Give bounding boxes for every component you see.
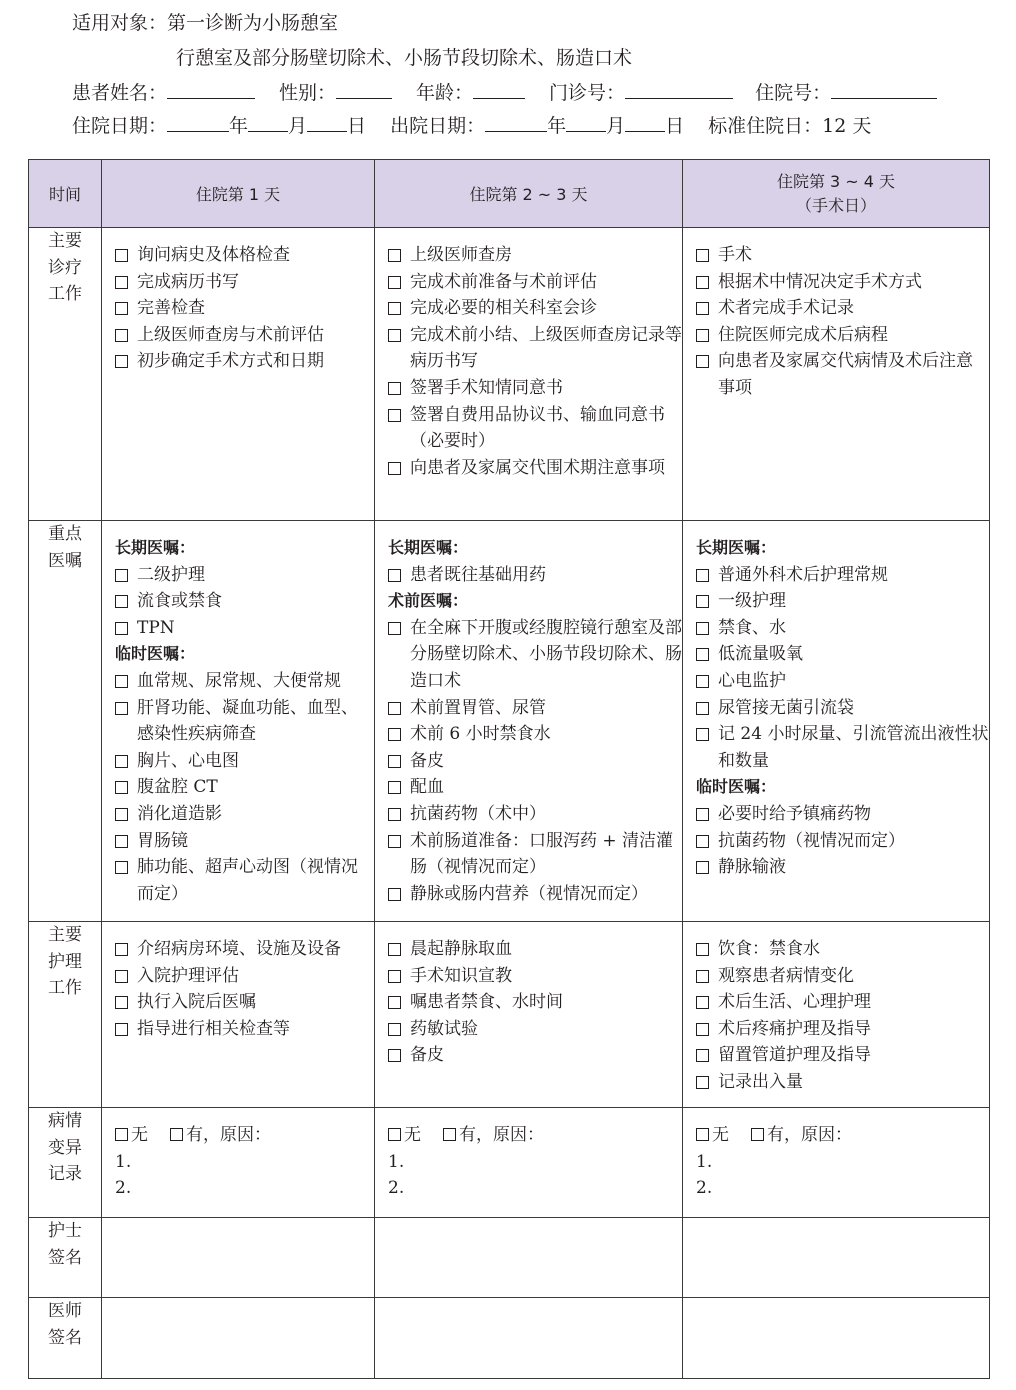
checklist-item xyxy=(115,295,374,322)
checklist-item xyxy=(388,801,682,828)
checklist-item xyxy=(696,295,989,322)
checklist-item xyxy=(115,854,374,907)
checklist-item-text: 消化道造影 xyxy=(137,803,222,824)
checkbox[interactable] xyxy=(388,1023,401,1036)
checklist-item-text: 饮食：禁食水 xyxy=(718,939,820,959)
procedure: 行憩室及部分肠壁切除术、小肠节段切除术、肠造口术 xyxy=(176,47,633,69)
checklist-item xyxy=(115,936,374,963)
main-work-day1 xyxy=(102,228,375,521)
nurse-sign-day2-3[interactable] xyxy=(375,1218,683,1298)
row-nursing xyxy=(29,922,990,1108)
checklist-item xyxy=(115,989,374,1016)
checkbox[interactable] xyxy=(696,249,709,262)
checklist-item xyxy=(696,322,989,349)
checkbox[interactable] xyxy=(388,943,401,956)
checklist-item-text: 配血 xyxy=(410,777,444,798)
checkbox-none[interactable] xyxy=(115,1128,128,1141)
checklist-item xyxy=(696,615,989,642)
checkbox[interactable] xyxy=(388,569,401,582)
checklist-item-text: 签署手术知情同意书 xyxy=(410,377,563,398)
row-label-nursing: 主要 护理 工作 xyxy=(29,922,102,1108)
checkbox[interactable] xyxy=(115,755,128,768)
checklist-item-text: 胸片、心电图 xyxy=(137,750,239,771)
checklist-item xyxy=(696,641,989,668)
patient-name-label: 患者姓名： xyxy=(72,82,168,104)
checklist-item-text: 静脉输液 xyxy=(718,857,786,878)
checkbox[interactable] xyxy=(696,808,709,821)
checkbox-yes[interactable] xyxy=(443,1128,456,1141)
checklist-item-text: 完成病历书写 xyxy=(137,271,239,292)
row-label-variation: 病情 变异 记录 xyxy=(29,1108,102,1218)
orders-day1 xyxy=(102,521,375,922)
checklist-item-text: 术者完成手术记录 xyxy=(718,298,854,319)
checkbox[interactable] xyxy=(388,249,401,262)
checkbox[interactable] xyxy=(388,329,401,342)
checklist-item xyxy=(115,774,374,801)
checklist-item xyxy=(388,881,682,908)
checkbox[interactable] xyxy=(115,276,128,289)
checklist-item-text: 嘱患者禁食、水时间 xyxy=(410,992,563,1013)
row-label-orders: 重点 医嘱 xyxy=(29,521,102,922)
checkbox[interactable] xyxy=(388,970,401,983)
checklist-item xyxy=(388,615,682,695)
checkbox[interactable] xyxy=(115,249,128,262)
checkbox[interactable] xyxy=(696,1023,709,1036)
checklist-item xyxy=(115,562,374,589)
checklist-item xyxy=(388,322,682,375)
checklist-item xyxy=(388,989,682,1016)
checklist-item-text: 手术 xyxy=(718,245,752,265)
checkbox[interactable] xyxy=(696,1076,709,1089)
checkbox[interactable] xyxy=(388,276,401,289)
temporary-orders-heading: 临时医嘱： xyxy=(696,777,777,797)
checkbox[interactable] xyxy=(388,702,401,715)
checkbox[interactable] xyxy=(115,702,128,715)
checkbox[interactable] xyxy=(388,996,401,1009)
checklist-item-text: 根据术中情况决定手术方式 xyxy=(718,271,922,292)
checklist-item-text: 晨起静脉取血 xyxy=(410,939,512,959)
sex-label: 性别： xyxy=(279,82,337,104)
day-unit: 日 xyxy=(347,115,367,137)
checkbox[interactable] xyxy=(115,569,128,582)
discharge-month-field[interactable] xyxy=(566,113,606,132)
checklist-item-text: 签署自费用品协议书、输血同意书（必要时） xyxy=(410,404,665,452)
col-day2-3: 住院第 2 ~ 3 天 xyxy=(375,160,683,228)
nurse-sign-day1[interactable] xyxy=(102,1218,375,1298)
admit-date-label: 住院日期： xyxy=(72,115,168,137)
inpatient-no-label: 住院号： xyxy=(755,82,832,104)
checklist-item-text: 患者既往基础用药 xyxy=(410,564,546,585)
age-field[interactable] xyxy=(473,80,525,99)
checklist-item-text: 禁食、水 xyxy=(718,617,786,638)
checklist-item-text: 心电监护 xyxy=(718,670,786,691)
checklist-item-text: 肺功能、超声心动图（视情况而定） xyxy=(137,857,358,904)
patient-info-line xyxy=(72,80,937,105)
nursing-day3-4 xyxy=(683,922,990,1108)
row-label-doctor-sign: 医师 签名 xyxy=(29,1298,102,1379)
checklist-item-text: 药敏试验 xyxy=(410,1018,478,1039)
patient-name-field[interactable] xyxy=(167,80,255,99)
checklist-item-text: 向患者及家属交代病情及术后注意事项 xyxy=(718,351,973,398)
checkbox[interactable] xyxy=(388,755,401,768)
checklist-item xyxy=(696,1069,989,1096)
checklist-item-text: 介绍病房环境、设施及设备 xyxy=(137,939,341,959)
discharge-date-label: 出院日期： xyxy=(390,115,486,137)
checklist-item-text: 备皮 xyxy=(410,750,444,771)
row-doctor-sign xyxy=(29,1298,990,1379)
admit-month-field[interactable] xyxy=(248,113,288,132)
checklist-item-text: 完成术前准备与术前评估 xyxy=(410,271,597,292)
checklist-item-text: 入院护理评估 xyxy=(137,965,239,986)
checklist-item-text: 留置管道护理及指导 xyxy=(718,1045,871,1066)
applies-to: 适用对象：第一诊断为小肠憩室 xyxy=(72,12,339,34)
nurse-sign-day3-4[interactable] xyxy=(683,1218,990,1298)
admit-year-field[interactable] xyxy=(167,113,229,132)
year-unit: 年 xyxy=(229,115,249,137)
doctor-sign-day3-4[interactable] xyxy=(683,1298,990,1379)
checklist-item xyxy=(115,588,374,615)
checkbox[interactable] xyxy=(696,702,709,715)
row-variation xyxy=(29,1108,990,1218)
checkbox[interactable] xyxy=(388,302,401,315)
checklist-item-text: 记录出入量 xyxy=(718,1071,803,1092)
checkbox[interactable] xyxy=(388,382,401,395)
checkbox[interactable] xyxy=(115,781,128,794)
checkbox[interactable] xyxy=(696,622,709,635)
checkbox[interactable] xyxy=(115,808,128,821)
checklist-item xyxy=(115,1016,374,1043)
row-label-main-work: 主要 诊疗 工作 xyxy=(29,228,102,521)
checklist-item xyxy=(388,375,682,402)
admit-day-field[interactable] xyxy=(307,113,347,132)
checkbox[interactable] xyxy=(388,808,401,821)
checkbox[interactable] xyxy=(388,728,401,741)
standard-stay: 标准住院日：12 天 xyxy=(708,115,872,137)
surgery-day-note: （手术日） xyxy=(795,195,876,215)
checklist-item-text: 住院医师完成术后病程 xyxy=(718,324,888,345)
checklist-item xyxy=(388,242,682,269)
checkbox[interactable] xyxy=(696,861,709,874)
checklist-item xyxy=(388,455,682,482)
row-label-nurse-sign: 护士 签名 xyxy=(29,1218,102,1298)
checkbox[interactable] xyxy=(696,276,709,289)
checklist-item xyxy=(115,348,374,375)
checklist-item xyxy=(388,748,682,775)
checklist-item xyxy=(696,936,989,963)
checklist-item xyxy=(696,801,989,828)
checklist-item-text: 术后生活、心理护理 xyxy=(718,992,871,1013)
checklist-item-text: 血常规、尿常规、大便常规 xyxy=(137,670,341,691)
row-orders xyxy=(29,521,990,922)
checklist-item xyxy=(388,828,682,881)
checkbox[interactable] xyxy=(696,302,709,315)
checklist-item-text: 尿管接无菌引流袋 xyxy=(718,697,854,718)
checklist-item xyxy=(696,348,989,401)
checklist-item xyxy=(696,721,989,774)
checklist-item xyxy=(115,801,374,828)
checklist-item xyxy=(115,748,374,775)
checklist-item-text: 指导进行相关检查等 xyxy=(137,1018,290,1039)
checkbox[interactable] xyxy=(115,943,128,956)
month-unit: 月 xyxy=(606,115,626,137)
checkbox[interactable] xyxy=(115,355,128,368)
checklist-item-text: 上级医师查房与术前评估 xyxy=(137,324,324,345)
inpatient-no-field[interactable] xyxy=(831,80,937,99)
checklist-item xyxy=(115,322,374,349)
checkbox[interactable] xyxy=(388,781,401,794)
checkbox[interactable] xyxy=(696,648,709,661)
variation-day2-3: 无 有，原因： 1. 2. xyxy=(375,1108,683,1218)
checklist-item-text: 观察患者病情变化 xyxy=(718,965,854,986)
checklist-item xyxy=(696,963,989,990)
checkbox[interactable] xyxy=(115,595,128,608)
main-work-day3-4 xyxy=(683,228,990,521)
col-day3-4-title: 住院第 3 ~ 4 天 xyxy=(776,171,896,191)
checkbox[interactable] xyxy=(388,835,401,848)
checkbox[interactable] xyxy=(696,355,709,368)
variation-day1: 无 有，原因： 1. 2. xyxy=(102,1108,375,1218)
date-line xyxy=(72,113,871,138)
checkbox[interactable] xyxy=(115,329,128,342)
checklist-item xyxy=(696,854,989,881)
checkbox-none[interactable] xyxy=(696,1128,709,1141)
checklist-item-text: 胃肠镜 xyxy=(137,830,188,851)
checklist-item xyxy=(115,668,374,695)
checklist-item-text: 普通外科术后护理常规 xyxy=(718,564,888,585)
checkbox[interactable] xyxy=(696,675,709,688)
checklist-item xyxy=(388,562,682,589)
checklist-item xyxy=(388,1016,682,1043)
year-unit: 年 xyxy=(547,115,567,137)
checklist-item-text: 手术知识宣教 xyxy=(410,965,512,986)
checklist-item xyxy=(388,402,682,455)
checklist-item xyxy=(388,269,682,296)
checklist-item xyxy=(696,668,989,695)
checklist-item-text: 肝肾功能、凝血功能、血型、感染性疾病筛查 xyxy=(137,697,358,745)
row-main-work xyxy=(29,228,990,521)
checkbox[interactable] xyxy=(696,943,709,956)
checkbox[interactable] xyxy=(115,675,128,688)
checklist-item xyxy=(696,269,989,296)
col-time: 时间 xyxy=(29,160,102,228)
age-label: 年龄： xyxy=(416,82,474,104)
checklist-item-text: 必要时给予镇痛药物 xyxy=(718,803,871,824)
checkbox[interactable] xyxy=(388,622,401,635)
checklist-item-text: 上级医师查房 xyxy=(410,245,512,265)
nursing-day2-3 xyxy=(375,922,683,1108)
checklist-item-text: 完善检查 xyxy=(137,298,205,319)
checklist-item-text: 静脉或肠内营养（视情况而定） xyxy=(410,883,648,904)
discharge-year-field[interactable] xyxy=(485,113,547,132)
long-term-orders-heading: 长期医嘱： xyxy=(696,538,777,557)
checklist-item-text: 术前肠道准备：口服泻药 + 清洁灌肠（视情况而定） xyxy=(410,830,674,878)
nursing-day1 xyxy=(102,922,375,1108)
checkbox[interactable] xyxy=(696,835,709,848)
clinic-no-field[interactable] xyxy=(625,80,733,99)
checkbox[interactable] xyxy=(696,996,709,1009)
checkbox-yes[interactable] xyxy=(170,1128,183,1141)
checkbox[interactable] xyxy=(696,595,709,608)
checklist-item-text: 腹盆腔 CT xyxy=(137,777,218,798)
long-term-orders-heading: 长期医嘱： xyxy=(388,538,469,557)
checklist-item-text: TPN xyxy=(137,617,175,638)
checklist-item xyxy=(696,588,989,615)
checklist-item xyxy=(388,963,682,990)
col-day3-4 xyxy=(683,160,990,228)
checkbox[interactable] xyxy=(115,996,128,1009)
checklist-item xyxy=(696,828,989,855)
checklist-item xyxy=(388,295,682,322)
checkbox-none[interactable] xyxy=(388,1128,401,1141)
preop-orders-heading: 术前医嘱： xyxy=(388,591,469,611)
discharge-day-field[interactable] xyxy=(625,113,665,132)
doctor-sign-day1[interactable] xyxy=(102,1298,375,1379)
checkbox[interactable] xyxy=(696,569,709,582)
checklist-item xyxy=(388,721,682,748)
checklist-item-text: 抗菌药物（视情况而定） xyxy=(718,830,905,851)
checklist-item xyxy=(696,1016,989,1043)
checklist-item xyxy=(388,1042,682,1069)
checkbox[interactable] xyxy=(115,835,128,848)
col-day1: 住院第 1 天 xyxy=(102,160,375,228)
checkbox[interactable] xyxy=(388,888,401,901)
checkbox[interactable] xyxy=(696,329,709,342)
header-row xyxy=(29,160,990,228)
orders-day2-3 xyxy=(375,521,683,922)
checklist-item-text: 低流量吸氧 xyxy=(718,644,803,665)
clinical-pathway-table xyxy=(28,159,990,1379)
checklist-item-text: 抗菌药物（术中） xyxy=(410,803,546,824)
checkbox[interactable] xyxy=(115,1023,128,1036)
checklist-item xyxy=(115,269,374,296)
checklist-item-text: 流食或禁食 xyxy=(137,591,222,612)
checklist-item xyxy=(115,242,374,269)
checklist-item xyxy=(388,695,682,722)
checkbox[interactable] xyxy=(388,1049,401,1062)
checklist-item-text: 记 24 小时尿量、引流管流出液性状和数量 xyxy=(718,724,989,771)
checkbox[interactable] xyxy=(696,728,709,741)
checklist-item xyxy=(388,774,682,801)
checklist-item xyxy=(115,963,374,990)
checkbox[interactable] xyxy=(388,409,401,422)
checklist-item xyxy=(115,615,374,642)
checklist-item-text: 初步确定手术方式和日期 xyxy=(137,351,324,372)
checklist-item-text: 在全麻下开腹或经腹腔镜行憩室及部分肠壁切除术、小肠节段切除术、肠造口术 xyxy=(410,617,682,691)
checkbox[interactable] xyxy=(115,970,128,983)
checkbox[interactable] xyxy=(115,622,128,635)
checklist-item xyxy=(115,828,374,855)
checklist-item-text: 备皮 xyxy=(410,1045,444,1066)
checkbox-yes[interactable] xyxy=(751,1128,764,1141)
month-unit: 月 xyxy=(288,115,308,137)
checklist-item xyxy=(388,936,682,963)
checklist-item-text: 向患者及家属交代围术期注意事项 xyxy=(410,457,665,478)
checkbox[interactable] xyxy=(388,462,401,475)
row-nurse-sign xyxy=(29,1218,990,1298)
clinic-no-label: 门诊号： xyxy=(549,82,626,104)
checklist-item-text: 完成必要的相关科室会诊 xyxy=(410,298,597,319)
sex-field[interactable] xyxy=(336,80,392,99)
checklist-item-text: 二级护理 xyxy=(137,564,205,585)
checklist-item-text: 术前 6 小时禁食水 xyxy=(410,724,551,745)
checklist-item xyxy=(115,695,374,748)
checklist-item xyxy=(696,989,989,1016)
checklist-item xyxy=(696,242,989,269)
orders-day3-4 xyxy=(683,521,990,922)
checklist-item-text: 执行入院后医嘱 xyxy=(137,992,256,1013)
checklist-item xyxy=(696,1042,989,1069)
checkbox[interactable] xyxy=(115,861,128,874)
day-unit: 日 xyxy=(665,115,685,137)
checklist-item-text: 术前置胃管、尿管 xyxy=(410,697,546,718)
temporary-orders-heading: 临时医嘱： xyxy=(115,644,196,664)
checklist-item xyxy=(696,695,989,722)
checklist-item-text: 术后疼痛护理及指导 xyxy=(718,1018,871,1039)
checklist-item-text: 一级护理 xyxy=(718,591,786,612)
main-work-day2-3 xyxy=(375,228,683,521)
variation-day3-4: 无 有，原因： 1. 2. xyxy=(683,1108,990,1218)
checklist-item-text: 询问病史及体格检查 xyxy=(137,245,290,265)
checklist-item-text: 完成术前小结、上级医师查房记录等病历书写 xyxy=(410,324,682,372)
long-term-orders-heading: 长期医嘱： xyxy=(115,538,196,557)
checkbox[interactable] xyxy=(696,1049,709,1062)
checkbox[interactable] xyxy=(696,970,709,983)
checklist-item xyxy=(696,562,989,589)
doctor-sign-day2-3[interactable] xyxy=(375,1298,683,1379)
checkbox[interactable] xyxy=(115,302,128,315)
